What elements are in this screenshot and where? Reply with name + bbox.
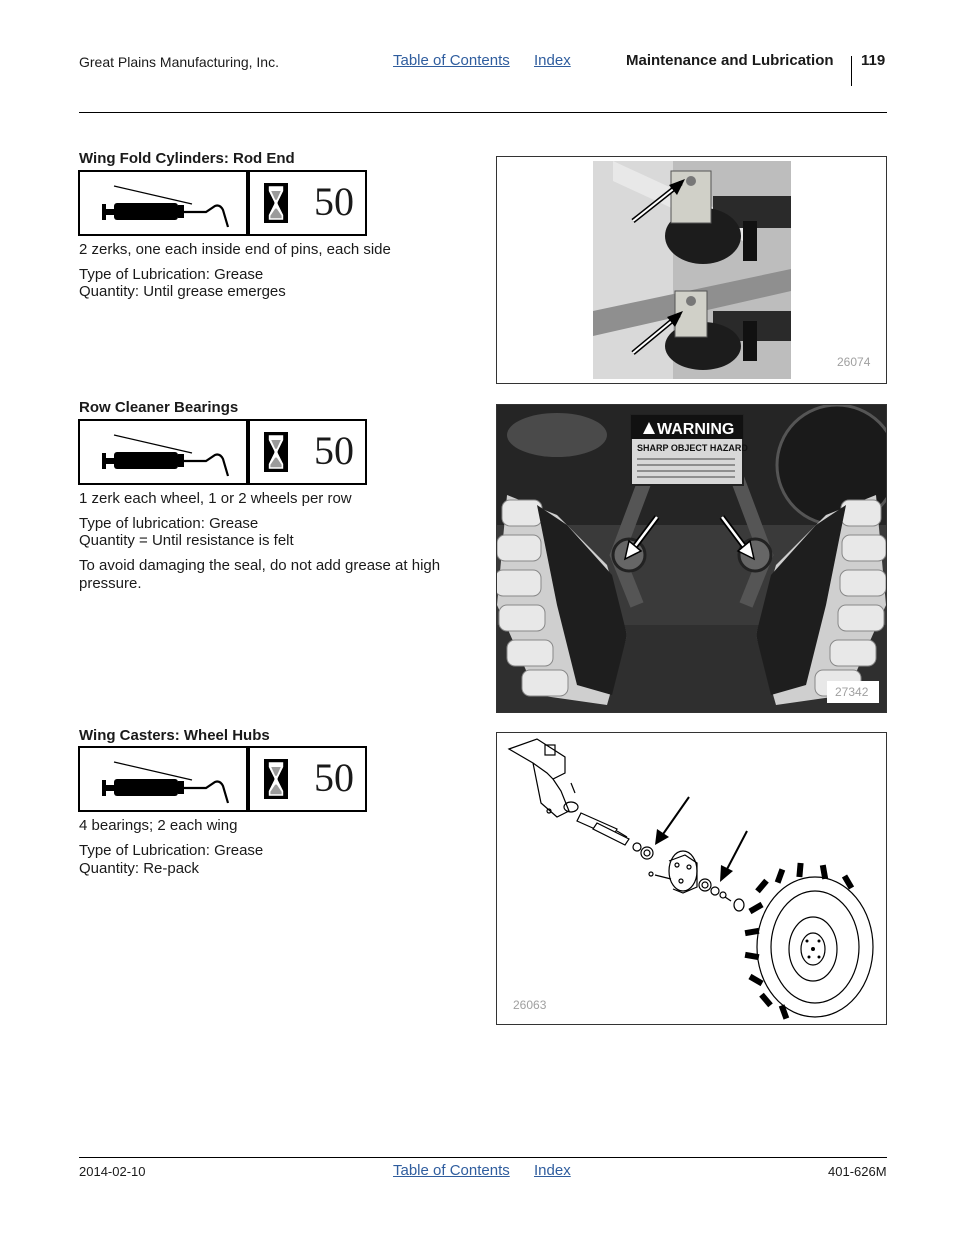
footer-index-link[interactable]: Index [534, 1162, 571, 1179]
section-title-wing-fold: Wing Fold Cylinders: Rod End [79, 150, 295, 167]
section-heading: Maintenance and Lubrication [626, 52, 834, 69]
figure-id: 26063 [513, 998, 547, 1012]
lubrication-quantity: Quantity: Re-pack [79, 860, 200, 877]
bearing-description: 4 bearings; 2 each wing [79, 817, 238, 834]
company-name: Great Plains Manufacturing, Inc. [79, 54, 279, 70]
lube-box-wing-fold [78, 170, 367, 236]
warning-label: WARNING [657, 421, 735, 438]
figure-id: 26074 [837, 355, 871, 369]
section-title-row-cleaner: Row Cleaner Bearings [79, 399, 239, 416]
grease-gun-icon [78, 419, 248, 485]
warning-subtext: SHARP OBJECT HAZARD [637, 443, 748, 453]
row-cleaner-photo [497, 405, 886, 712]
caster-exploded-diagram [497, 733, 886, 1024]
interval-cell [248, 746, 367, 812]
page-number: 119 [861, 52, 886, 69]
lubrication-quantity: Quantity: Until grease emerges [79, 283, 286, 300]
footer-date: 2014-02-10 [79, 1164, 146, 1179]
zerk-description: 1 zerk each wheel, 1 or 2 wheels per row [79, 490, 352, 507]
seal-caution-note: To avoid damaging the seal, do not add grease at high pressure. [79, 557, 441, 592]
grease-gun-icon [78, 746, 248, 812]
header-toc-link[interactable]: Table of Contents [393, 52, 510, 69]
header-divider [851, 56, 852, 86]
zerk-description: 2 zerks, one each inside end of pins, each side [79, 241, 391, 258]
lubrication-type: Type of Lubrication: Grease [79, 842, 264, 859]
header-index-link[interactable]: Index [534, 52, 571, 69]
figure-wing-fold-cylinders [496, 156, 887, 384]
grease-gun-icon [78, 170, 248, 236]
lubrication-quantity: Quantity = Until resistance is felt [79, 532, 294, 549]
figure-wing-caster-hub [496, 732, 887, 1025]
figure-row-cleaner [496, 404, 887, 713]
interval-hours: 50 [314, 755, 354, 800]
lube-box-wing-casters [78, 746, 367, 812]
hourglass-icon [264, 756, 288, 802]
interval-cell [248, 170, 367, 236]
hourglass-icon [264, 429, 288, 475]
interval-hours: 50 [314, 428, 354, 473]
wing-fold-photo [593, 161, 791, 379]
footer-doc-number: 401-626M [828, 1164, 887, 1179]
lube-box-row-cleaner [78, 419, 367, 485]
footer-toc-link[interactable]: Table of Contents [393, 1162, 510, 1179]
section-title-wing-casters: Wing Casters: Wheel Hubs [79, 727, 270, 744]
lubrication-type: Type of lubrication: Grease [79, 515, 259, 532]
hourglass-icon [264, 180, 288, 226]
interval-hours: 50 [314, 179, 354, 224]
footer-rule [79, 1157, 887, 1158]
figure-id: 27342 [835, 685, 869, 699]
header-rule [79, 112, 887, 113]
lubrication-type: Type of Lubrication: Grease [79, 266, 264, 283]
interval-cell [248, 419, 367, 485]
